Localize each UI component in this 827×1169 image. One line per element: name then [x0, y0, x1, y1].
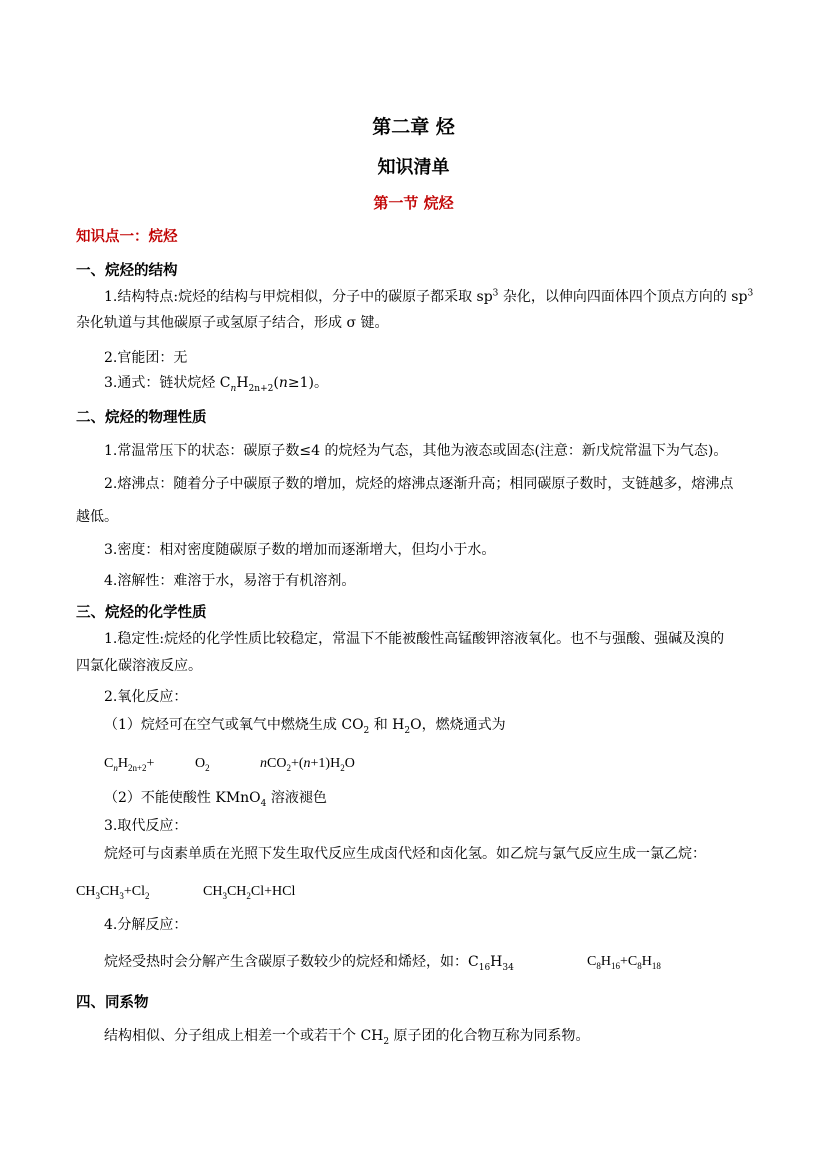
subscript: 2n+2 — [248, 383, 274, 394]
text-span: 杂化，以伸向四面体四个顶点方向的 sp — [498, 289, 748, 305]
decomposition-heading: 4.分解反应： — [104, 917, 188, 933]
oxidation-heading: 2.氧化反应： — [104, 689, 188, 705]
text-span: CH — [76, 884, 96, 899]
text-span: ≥1)。 — [287, 375, 328, 391]
italic-n: n — [230, 383, 237, 394]
text-span: +1)H — [310, 756, 341, 771]
text-span: H — [641, 954, 652, 969]
text-span: 溶液褪色 — [266, 790, 327, 806]
text-span: 结构相似、分子组成上相差一个或若干个 CH — [104, 1028, 384, 1044]
combustion-line — [104, 716, 506, 734]
subscript: 2 — [205, 762, 210, 773]
section-heading-chemical: 三、烷烃的化学性质 — [76, 604, 207, 621]
text-span: CH — [203, 884, 223, 899]
subscript: 16 — [478, 962, 491, 973]
subscript: 2 — [286, 762, 291, 773]
decomposition-text — [104, 953, 514, 971]
substitution-heading: 3.取代反应： — [104, 818, 188, 834]
text-span: 和 H — [369, 717, 405, 733]
text-span: H — [600, 954, 611, 969]
superscript: 3 — [747, 288, 754, 299]
structure-feature-line-2: 杂化轨道与其他碳原子或氢原子结合，形成 σ 键。 — [76, 315, 389, 331]
text-span: CH — [99, 884, 120, 899]
subscript: 2 — [383, 1036, 390, 1047]
italic-n: n — [260, 756, 267, 771]
section-heading-homologs: 四、同系物 — [76, 994, 149, 1011]
text-span: （1）烷烃可在空气或氧气中燃烧生成 CO — [104, 717, 364, 733]
substitution-equation-right — [203, 883, 295, 901]
subscript: 3 — [222, 890, 227, 901]
text-span: 烷烃受热时会分解产生含碳原子数较少的烷烃和烯烃，如：C — [104, 954, 479, 970]
text-span: 1.结构特点:烷烃的结构与甲烷相似，分子中的碳原子都采取 sp — [104, 289, 493, 305]
text-span: H — [236, 375, 249, 391]
stability-line-2: 四氯化碳溶液反应。 — [76, 658, 202, 674]
section-heading-physical: 二、烷烃的物理性质 — [76, 409, 207, 426]
text-span: +Cl — [123, 884, 146, 899]
melting-boiling-line-2: 越低。 — [76, 509, 118, 525]
subscript: 2 — [340, 762, 345, 773]
text-span: CO — [267, 756, 287, 771]
text-span: O，燃烧通式为 — [410, 717, 506, 733]
text-span: + — [146, 756, 155, 771]
subscript: 3 — [95, 890, 100, 901]
structure-feature-line-1 — [104, 288, 753, 306]
text-span: O — [195, 756, 206, 771]
kmno4-line — [104, 789, 327, 807]
substitution-equation-left — [76, 883, 150, 901]
melting-boiling-line-1: 2.熔沸点：随着分子中碳原子数的增加，烷烃的熔沸点逐渐升高；相同碳原子数时，支链越多，熔沸点 — [104, 476, 734, 492]
combustion-equation-oxygen — [195, 755, 210, 773]
combustion-equation-left — [104, 755, 154, 773]
combustion-equation-right — [260, 755, 355, 773]
text-span: H — [117, 756, 128, 771]
subscript: 2 — [404, 725, 411, 736]
physical-state-line: 1.常温常压下的状态：碳原子数≤4 的烷烃为气态，其他为液态或固态(注意：新戊烷常温下为气态)。 — [104, 443, 728, 459]
text-span: Cl+HCl — [250, 884, 296, 899]
text-span: O — [344, 756, 355, 771]
italic-n: n — [113, 762, 118, 773]
text-span: +C — [619, 954, 638, 969]
knowledge-point-heading: 知识点一：烷烃 — [76, 228, 178, 245]
section-heading-structure: 一、烷烃的结构 — [76, 262, 178, 279]
homolog-definition — [104, 1027, 590, 1045]
subscript: 2 — [363, 725, 370, 736]
text-span: 原子团的化合物互称为同系物。 — [389, 1028, 590, 1044]
subscript: 16 — [610, 960, 620, 971]
page-subtitle: 知识清单 — [377, 157, 450, 178]
subscript: 2 — [145, 890, 150, 901]
substitution-text: 烷烃可与卤素单质在光照下发生取代反应生成卤代烃和卤化氢。如乙烷与氯气反应生成一氯乙烷： — [104, 846, 706, 862]
stability-line-1: 1.稳定性:烷烃的化学性质比较稳定，常温下不能被酸性高锰酸钾溶液氧化。也不与强酸、强碱及溴的 — [104, 631, 725, 647]
subscript: 2 — [246, 890, 251, 901]
text-span: H — [490, 954, 503, 970]
text-span: C — [104, 756, 114, 771]
subscript: 8 — [637, 960, 642, 971]
functional-group-line: 2.官能团：无 — [104, 350, 188, 366]
text-span: +( — [290, 756, 304, 771]
text-span: 3.通式：链状烷烃 C — [104, 375, 231, 391]
subscript: 3 — [119, 890, 124, 901]
text-span: CH — [226, 884, 247, 899]
text-span: C — [587, 954, 597, 969]
text-span: （2）不能使酸性 KMnO — [104, 790, 261, 806]
subscript: 4 — [260, 798, 267, 809]
chapter-title: 第二章 烃 — [372, 116, 455, 138]
italic-n: n — [303, 756, 311, 771]
superscript: 3 — [492, 288, 499, 299]
subscript: 18 — [651, 960, 661, 971]
subscript: 34 — [502, 962, 514, 973]
text-span: ( — [273, 375, 279, 391]
decomposition-products — [587, 953, 661, 971]
density-line: 3.密度：相对密度随碳原子数的增加而逐渐增大，但均小于水。 — [104, 542, 496, 558]
solubility-line: 4.溶解性：难溶于水，易溶于有机溶剂。 — [104, 573, 356, 589]
subscript: 8 — [596, 960, 601, 971]
italic-n: n — [278, 375, 288, 391]
general-formula-line — [104, 374, 328, 392]
section-title: 第一节 烷烃 — [373, 194, 454, 212]
subscript: 2n+2 — [127, 762, 147, 773]
